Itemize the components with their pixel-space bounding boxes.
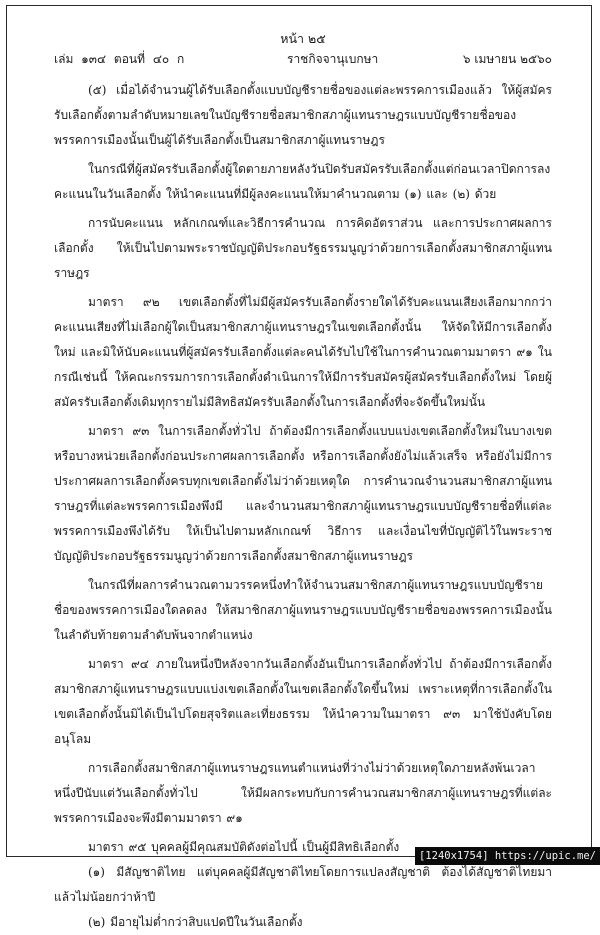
publication-title: ราชกิจจานุเบกษา <box>287 52 379 66</box>
paragraph-section-93: มาตรา ๙๓ ในการเลือกตั้งทั่วไป ถ้าต้องมีการเลือกตั้งแบบแบ่งเขตเลือกตั้งใหม่ในบางเขตหรือบางหน่วยเลือกตั้งก่อนประกาศผลการเลือกตั้ง หรือการเลือกตั้งยังไม่แล้วเสร็จ หรือยังไม่มีการประกาศผลการเลือกตั้งครบทุกเขตเลือกตั้งไม่ว่าด้วยเหตุใด การคำนวณจำนวนสมาชิกสภาผู้แทนราษฎรที่แต่ละพรรคการเมืองพึงมี และจำนวนสมาชิกสภาผู้แทนราษฎรแบบบัญชีรายชื่อที่แต่ละพรรคการเมืองพึงได้รับ ให้เป็นไปตามหลักเกณฑ์ วิธีการ และเงื่อนไขที่บัญญัติไว้ในพระราชบัญญัติประกอบรัฐธรรมนูญว่าด้วยการเลือกตั้งสมาชิกสภาผู้แทนราษฎร <box>54 424 552 563</box>
paragraph-section-92: มาตรา ๙๒ เขตเลือกตั้งที่ไม่มีผู้สมัครรับเลือกตั้งรายใดได้รับคะแนนเสียงเลือกมากกว่าคะแนนเสียงที่ไม่เลือกผู้ใดเป็นสมาชิกสภาผู้แทนราษฎรในเขตเลือกตั้งนั้น ให้จัดให้มีการเลือกตั้งใหม่ และมิให้นับคะแนนที่ผู้สมัครรับเลือกตั้งแต่ละคนได้รับไปใช้ในการคำนวณตามมาตรา ๙๑ ในกรณีเช่นนี้ ให้คณะกรรมการการเลือกตั้งดำเนินการให้มีการรับสมัครผู้สมัครรับเลือกตั้งใหม่ โดยผู้สมัครรับเลือกตั้งเดิมทุกรายไม่มีสิทธิสมัครรับเลือกตั้งในการเลือกตั้งที่จะจัดขึ้นใหม่นั้น <box>54 295 552 409</box>
paragraph-vote-counting: การนับคะแนน หลักเกณฑ์และวิธีการคำนวณ การคิดอัตราส่วน และการประกาศผลการเลือกตั้ง ให้เป็นไปตามพระราชบัญญัติประกอบรัฐธรรมนูญว่าด้วยการเลือกตั้งสมาชิกสภาผู้แทนราษฎร <box>54 216 552 280</box>
paragraph-section-94: มาตรา ๙๔ ภายในหนึ่งปีหลังจากวันเลือกตั้งอันเป็นการเลือกตั้งทั่วไป ถ้าต้องมีการเลือกตั้งสมาชิกสภาผู้แทนราษฎรแบบแบ่งเขตเลือกตั้งในเขตเลือกตั้งใดขึ้นใหม่ เพราะเหตุที่การเลือกตั้งในเขตเลือกตั้งนั้นมิได้เป็นไปโดยสุจริตและเที่ยงธรรม ให้นำความในมาตรา ๙๓ มาใช้บังคับโดยอนุโลม <box>54 657 552 746</box>
paragraph-section-93-clause-2: ในกรณีที่ผลการคำนวณตามวรรคหนึ่งทำให้จำนวนสมาชิกสภาผู้แทนราษฎรแบบบัญชีรายชื่อของพรรคการเมืองใดลดลง ให้สมาชิกสภาผู้แทนราษฎรแบบบัญชีรายชื่อของพรรคการเมืองนั้นในลำดับท้ายตามลำดับพ้นจากตำแหน่ง <box>54 578 552 642</box>
paragraph-section-95-item-1: (๑) มีสัญชาติไทย แต่บุคคลผู้มีสัญชาติไทยโดยการแปลงสัญชาติ ต้องได้สัญชาติไทยมาแล้วไม่น้อยกว่าห้าปี <box>54 865 552 904</box>
paragraph-section-94-clause-2: การเลือกตั้งสมาชิกสภาผู้แทนราษฎรแทนตำแหน่งที่ว่างไม่ว่าด้วยเหตุใดภายหลังพ้นเวลาหนึ่งปีนับแต่วันเลือกตั้งทั่วไป ให้มีผลกระทบกับการคำนวณสมาชิกสภาผู้แทนราษฎรที่แต่ละพรรคการเมืองจะพึงมีตามมาตรา ๙๑ <box>54 761 552 825</box>
paragraph-item-5: (๕) เมื่อได้จำนวนผู้ได้รับเลือกตั้งแบบบัญชีรายชื่อของแต่ละพรรคการเมืองแล้ว ให้ผู้สมัครรับเลือกตั้งตามลำดับหมายเลขในบัญชีรายชื่อสมาชิกสภาผู้แทนราษฎรแบบบัญชีรายชื่อของพรรคการเมืองนั้นเป็นผู้ได้รับเลือกตั้งเป็นสมาชิกสภาผู้แทนราษฎร <box>54 83 552 147</box>
page-number: หน้า ๒๕ <box>280 31 326 46</box>
publication-date: ๖ เมษายน ๒๕๖๐ <box>462 52 552 66</box>
image-source-watermark: [1240x1754] https://upic.me/ <box>415 847 600 865</box>
document-body <box>54 78 552 935</box>
paragraph-section-95: มาตรา ๙๕ บุคคลผู้มีคุณสมบัติดังต่อไปนี้ เป็นผู้มีสิทธิเลือกตั้ง <box>88 840 400 854</box>
paragraph-candidate-death: ในกรณีที่ผู้สมัครรับเลือกตั้งผู้ใดตายภายหลังวันปิดรับสมัครรับเลือกตั้งแต่ก่อนเวลาปิดการลงคะแนนในวันเลือกตั้ง ให้นำคะแนนที่มีผู้ลงคะแนนให้มาคำนวณตาม (๑) และ (๒) ด้วย <box>54 162 551 201</box>
gazette-header <box>54 50 552 78</box>
document-page <box>54 28 552 935</box>
paragraph-section-95-item-2: (๒) มีอายุไม่ต่ำกว่าสิบแปดปีในวันเลือกตั้ง <box>88 915 303 929</box>
volume-issue: เล่ม ๑๓๔ ตอนที่ ๔๐ ก <box>54 52 185 66</box>
